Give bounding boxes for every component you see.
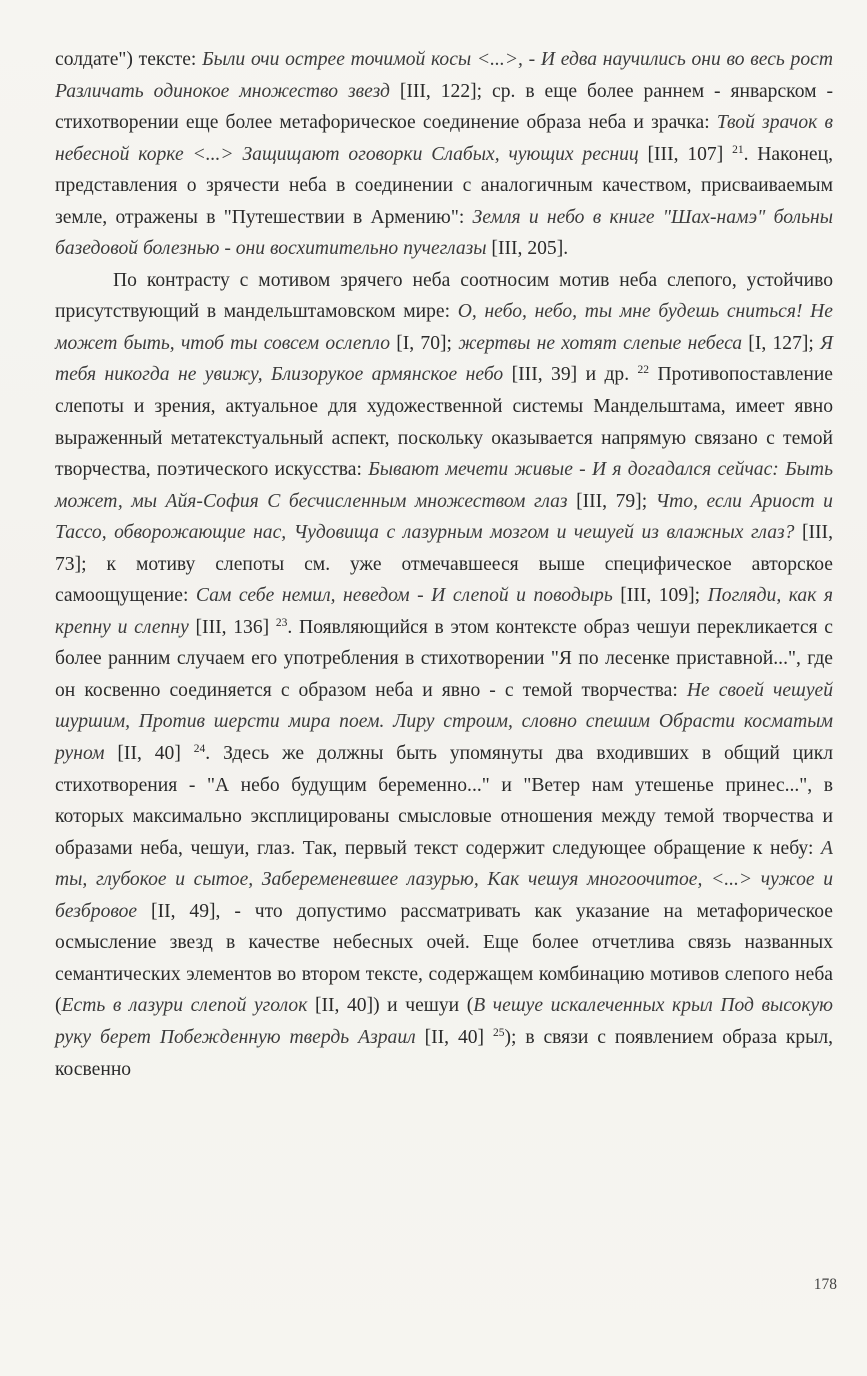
text-segment: [I, 127];: [742, 332, 821, 354]
italic-quote: Твой зрачок в небесной корке <...> Защищают оговорки Слабых, чующих ресниц: [55, 112, 833, 165]
italic-quote: Я тебя никогда не увижу, Близорукое армянское небо: [55, 332, 833, 386]
italic-quote: О, небо, небо, ты мне будешь сниться! Не может быть, чтоб ты совсем ослепло: [55, 301, 833, 354]
text-segment: ); в связи с появлением образа крыл, косвенно: [55, 1026, 834, 1080]
footnote-ref: 21: [732, 143, 744, 156]
paragraph-1: [55, 44, 833, 265]
text-segment: [III, 122]; ср. в еще более раннем - январском - стихотворении еще более метафорическое соединение образа неба и зрачка:: [55, 80, 833, 134]
text-segment: . Здесь же должны быть упомянуты два входивших в общий цикл стихотворения - "А небо будущим беременно..." и "Ветер нам утешенье принес...", в которых максимально эксплицированы смысловые отношения между темой творчества и образами неба, чешуи, глаз. Так, первый текст содержит следующее обращение к небу:: [55, 743, 833, 859]
italic-quote: Что, если Ариост и Тассо, обворожающие нас, Чудовища с лазурным мозгом и чешуей из влажных глаз?: [55, 490, 833, 544]
text-segment: [II, 49], - что допустимо рассматривать как указание на метафорическое осмысление звезд в качестве небесных очей. Еще более отчетлива связь названных семантических элементов во втором тексте, содержащем комбинацию мотивов слепого неба (: [55, 900, 833, 1017]
text-segment: [III, 205].: [486, 238, 569, 260]
footnote-ref: 22: [637, 364, 650, 377]
text-segment: [II, 40]) и чешуи (: [307, 995, 474, 1017]
text-segment: [III, 136]: [188, 616, 276, 638]
text-segment: [III, 109];: [612, 585, 708, 607]
italic-quote: жертвы не хотят слепые небеса: [458, 332, 743, 354]
text-segment: . Наконец, представления о зрячести неба в соединении с аналогичным качеством, присваиваемым земле, отражены в "Путешествии в Армению":: [55, 143, 834, 228]
footnote-ref: 24: [193, 743, 206, 756]
italic-quote: А ты, глубокое и сытое, Забеременевшее лазурью, Как чешуя многоочитое, <...> чужое и безбровое: [55, 837, 833, 922]
text-segment: [III, 79];: [567, 490, 656, 512]
text-segment: [III, 73]; к мотиву слепоты см. уже отмечавшееся выше специфическое авторское самоощущение:: [55, 522, 833, 607]
italic-quote: Не своей чешуей шуршим, Против шерсти мира поем. Лиру строим, словно спешим Обрасти косматым руном: [55, 679, 834, 765]
paragraph-2: [55, 265, 833, 1085]
italic-quote: Были очи острее точимой косы <...>, - И едва научились они во весь рост Различать одинокое множество звезд: [55, 49, 833, 102]
italic-quote: Погляди, как я крепну и слепну: [55, 585, 833, 638]
text-segment: солдате") тексте:: [55, 49, 203, 70]
text-segment: [III, 107]: [638, 143, 733, 165]
text-segment: [I, 70];: [390, 332, 459, 354]
body-text: [55, 44, 833, 1085]
footnote-ref: 25: [492, 1026, 505, 1039]
italic-quote: Бывают мечети живые - И я догадался сейчас: Быть может, мы Айя-София С бесчисленным множеством глаз: [55, 459, 833, 512]
text-segment: По контрасту с мотивом зрячего неба соотносим мотив неба слепого, устойчиво присутствующий в мандельштамовском мире:: [55, 269, 833, 323]
italic-quote: Сам себе немил, неведом - И слепой и поводырь: [195, 585, 613, 607]
text-segment: [II, 40]: [415, 1026, 493, 1048]
text-segment: Противопоставление слепоты и зрения, актуальное для художественной системы Мандельштама, имеет явно выраженный метатекстуальный аспект, поскольку оказывается напрямую связано с темой творчества, поэтического искусства:: [55, 364, 834, 481]
italic-quote: Земля и небо в книге "Шах-намэ" больны базедовой болезнью - они восхитительно пучеглазы: [55, 206, 833, 260]
text-segment: [II, 40]: [104, 743, 194, 765]
text-segment: [III, 39] и др.: [503, 364, 638, 386]
italic-quote: В чешуе искалеченных крыл Под высокую руку берет Побежденную твердь Азраил: [55, 995, 833, 1048]
page-number: 178: [813, 1276, 837, 1293]
italic-quote: Есть в лазури слепой уголок: [61, 995, 308, 1017]
footnote-ref: 23: [275, 616, 288, 629]
text-segment: . Появляющийся в этом контексте образ чешуи перекликается с более ранним случаем его употребления в стихотворении "Я по лесенке приставной...", где он косвенно соединяется с образом неба и явно - с темой творчества:: [55, 616, 834, 701]
